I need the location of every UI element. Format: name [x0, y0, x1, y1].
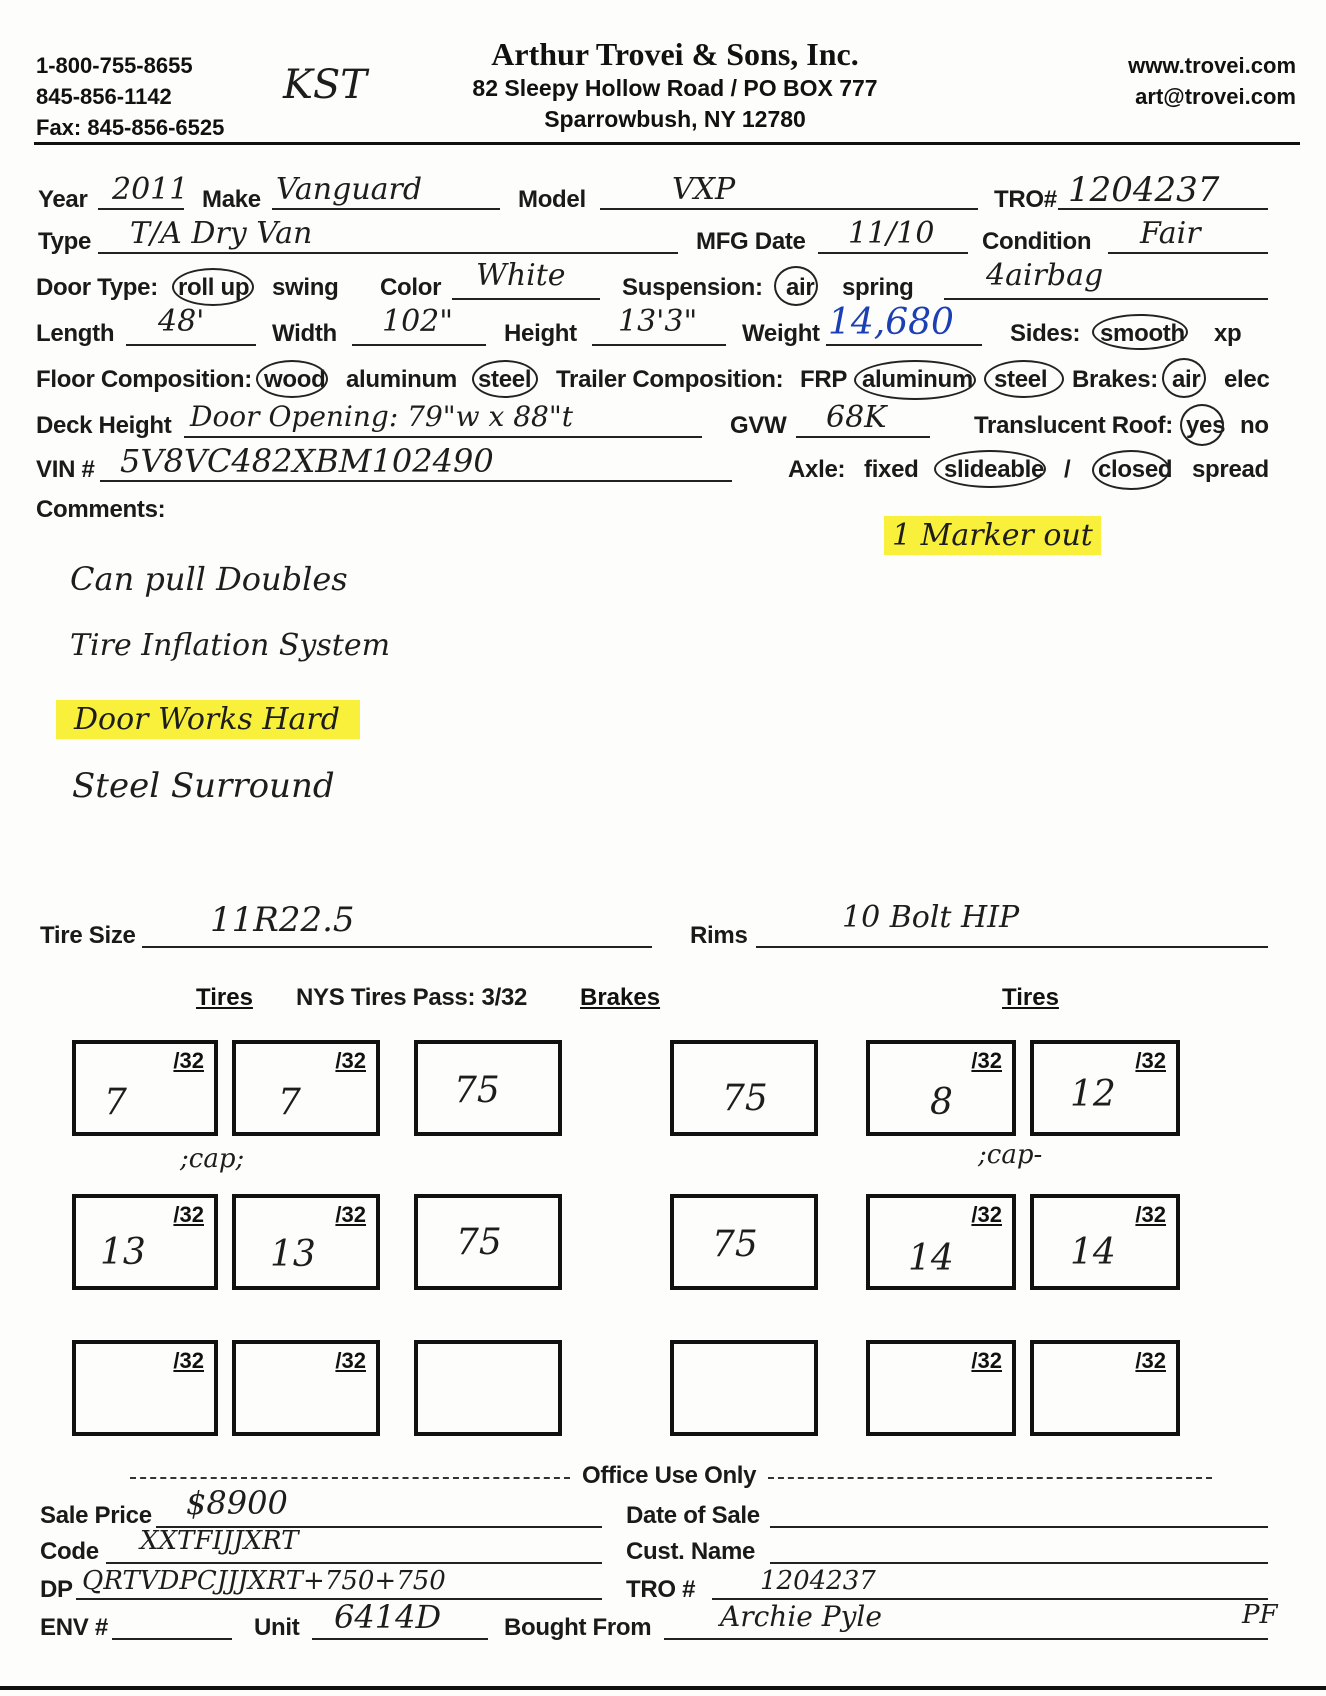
code-line — [106, 1562, 602, 1564]
sale-price-label: Sale Price — [40, 1502, 152, 1529]
fraction-label: /32 — [173, 1348, 204, 1373]
translucent-roof-label: Translucent Roof: — [974, 412, 1173, 439]
brake-box-r2-right[interactable] — [670, 1194, 818, 1290]
type-label: Type — [38, 228, 92, 255]
tire-depth: 7 — [104, 1082, 127, 1123]
gvw-field[interactable]: 68K — [826, 400, 887, 435]
sides-smooth-circle — [1092, 314, 1188, 350]
dp-field[interactable]: QRTVDPCJJJXRT+750+750 — [82, 1566, 446, 1596]
suspension-note-field[interactable]: 4airbag — [986, 258, 1104, 293]
model-line — [600, 208, 978, 210]
office-divider-right — [768, 1477, 1212, 1479]
condition-label: Condition — [982, 228, 1092, 255]
nys-tires-pass: NYS Tires Pass: 3/32 — [296, 984, 528, 1011]
env-label: ENV # — [40, 1614, 108, 1641]
axle-label: Axle: — [788, 456, 846, 483]
condition-line — [1108, 252, 1268, 254]
tire-size-line — [142, 946, 652, 948]
company-address — [420, 73, 930, 135]
tire-depth: 7 — [278, 1082, 301, 1123]
length-line — [126, 344, 256, 346]
brake-box-r1-left[interactable] — [414, 1040, 562, 1136]
make-field[interactable]: Vanguard — [276, 172, 423, 207]
axle-fixed-option[interactable]: fixed — [864, 456, 919, 483]
trailer-frp-option[interactable]: FRP — [800, 366, 848, 393]
floor-aluminum-option[interactable]: aluminum — [346, 366, 457, 393]
sale-price-field[interactable]: $8900 — [186, 1484, 288, 1522]
condition-field[interactable]: Fair — [1140, 216, 1201, 251]
fax: Fax: 845-856-6525 — [36, 115, 225, 140]
tire-depth: 13 — [100, 1232, 146, 1273]
code-label: Code — [40, 1538, 99, 1565]
tire-depth: 14 — [908, 1238, 954, 1279]
tires-heading-left: Tires — [196, 984, 253, 1011]
tire-box-r1-c6[interactable] — [1030, 1040, 1180, 1136]
comment-line-3: Door Works Hard — [56, 700, 360, 739]
tire-depth: 12 — [1070, 1074, 1116, 1115]
floor-wood-option[interactable]: wood — [264, 366, 326, 393]
office-divider-left — [130, 1477, 570, 1479]
length-label: Length — [36, 320, 115, 347]
tire-size-label: Tire Size — [40, 922, 136, 949]
comments-label: Comments: — [36, 496, 166, 523]
tro-office-field[interactable]: 1204237 — [760, 1566, 876, 1596]
floor-label: Floor Composition: — [36, 366, 252, 393]
tire-box-r2-c1[interactable] — [72, 1194, 218, 1290]
tire-size-field[interactable]: 11R22.5 — [210, 900, 355, 940]
fraction-label: /32 — [173, 1048, 204, 1073]
office-use-heading: Office Use Only — [582, 1462, 757, 1489]
comment-line-1: Can pull Doubles — [70, 560, 348, 598]
axle-slideable-circle — [934, 450, 1046, 488]
sides-xp-option[interactable]: xp — [1214, 320, 1242, 347]
phone-2: 845-856-1142 — [36, 84, 172, 109]
tire-box-r3-c1[interactable] — [72, 1340, 218, 1436]
fraction-label: /32 — [1135, 1348, 1166, 1373]
tro-office-label: TRO # — [626, 1576, 696, 1603]
handwritten-initials: KST — [283, 62, 367, 108]
roof-yes-option[interactable]: yes — [1186, 412, 1226, 439]
rims-label: Rims — [690, 922, 748, 949]
suspension-air-circle — [774, 266, 818, 306]
page-bottom-edge — [0, 1686, 1326, 1690]
unit-field[interactable]: 6414D — [334, 1598, 442, 1636]
bought-from-line — [664, 1638, 1268, 1640]
roof-yes-circle — [1180, 404, 1224, 446]
tire-box-r3-c2[interactable] — [232, 1340, 380, 1436]
env-line — [112, 1638, 232, 1640]
door-type-label: Door Type: — [36, 274, 158, 301]
tire-depth: 8 — [930, 1082, 953, 1123]
fraction-label: /32 — [173, 1202, 204, 1227]
tire-box-r3-c5[interactable] — [866, 1340, 1016, 1436]
make-label: Make — [202, 186, 261, 213]
header-contact — [36, 50, 224, 143]
tire-box-r2-c5[interactable] — [866, 1194, 1016, 1290]
door-swing-option[interactable]: swing — [272, 274, 339, 301]
width-line — [352, 344, 486, 346]
trailer-aluminum-option[interactable]: aluminum — [862, 366, 973, 393]
date-of-sale-line — [770, 1526, 1268, 1528]
mfg-date-label: MFG Date — [696, 228, 806, 255]
width-label: Width — [272, 320, 337, 347]
type-field[interactable]: T/A Dry Van — [130, 216, 313, 251]
deck-height-label: Deck Height — [36, 412, 172, 439]
axle-slideable-option[interactable]: slideable — [944, 456, 1045, 483]
unit-label: Unit — [254, 1614, 300, 1641]
website-link[interactable]: www.trovei.com — [1128, 53, 1296, 78]
axle-spread-option[interactable]: spread — [1192, 456, 1269, 483]
fraction-label: /32 — [1135, 1202, 1166, 1227]
date-of-sale-label: Date of Sale — [626, 1502, 760, 1529]
comment-line-2: Tire Inflation System — [70, 628, 391, 663]
sides-smooth-option[interactable]: smooth — [1100, 320, 1185, 347]
tires-heading-right: Tires — [1002, 984, 1059, 1011]
tire-depth: 13 — [270, 1234, 316, 1275]
trailer-steel-option[interactable]: steel — [994, 366, 1048, 393]
type-line — [98, 252, 678, 254]
address-line-1: 82 Sleepy Hollow Road / PO BOX 777 — [472, 75, 878, 101]
door-rollup-option[interactable]: roll up — [178, 274, 250, 301]
roof-no-option[interactable]: no — [1240, 412, 1269, 439]
tire-box-r1-c1[interactable] — [72, 1040, 218, 1136]
mfg-date-field[interactable]: 11/10 — [848, 216, 935, 251]
tire-depth: 14 — [1070, 1232, 1116, 1273]
model-field[interactable]: VXP — [672, 172, 736, 207]
rims-field[interactable]: 10 Bolt HIP — [842, 900, 1020, 935]
unit-line — [312, 1638, 488, 1640]
deck-height-field[interactable]: Door Opening: 79"w x 88"t — [190, 400, 574, 433]
brake-box-r2-left[interactable] — [414, 1194, 562, 1290]
year-field[interactable]: 2011 — [112, 172, 189, 207]
company-name: Arthur Trovei & Sons, Inc. — [491, 36, 859, 72]
sides-label: Sides: — [1010, 320, 1081, 347]
weight-label: Weight — [742, 320, 820, 347]
suspension-spring-option[interactable]: spring — [842, 274, 914, 301]
floor-steel-circle — [472, 360, 538, 398]
mfg-date-line — [818, 252, 968, 254]
brake-value: 75 — [456, 1222, 502, 1263]
address-line-2: Sparrowbush, NY 12780 — [544, 106, 806, 132]
email-link[interactable]: art@trovei.com — [1135, 84, 1296, 109]
brake-box-r3-right[interactable] — [670, 1340, 818, 1436]
handwritten-initials-pf: PF — [1242, 1600, 1278, 1630]
brakes-heading: Brakes — [580, 984, 661, 1011]
brakes-air-option[interactable]: air — [1172, 366, 1201, 393]
trailer-comp-label: Trailer Composition: — [556, 366, 784, 393]
marker-note: 1 Marker out — [884, 516, 1101, 555]
height-field[interactable]: 13'3" — [618, 304, 698, 339]
vin-line — [100, 480, 732, 482]
brake-box-r1-right[interactable] — [670, 1040, 818, 1136]
trailer-steel-circle — [984, 360, 1064, 398]
trailer-aluminum-circle — [854, 360, 976, 400]
door-rollup-circle — [172, 268, 254, 306]
model-label: Model — [518, 186, 586, 213]
suspension-air-option[interactable]: air — [786, 274, 815, 301]
height-label: Height — [504, 320, 577, 347]
cap-note-right: ;cap- — [978, 1140, 1043, 1170]
brake-box-r3-left[interactable] — [414, 1340, 562, 1436]
fraction-label: /32 — [335, 1048, 366, 1073]
header-divider — [34, 142, 1300, 145]
comment-line-4: Steel Surround — [72, 766, 335, 806]
year-label: Year — [38, 186, 88, 213]
code-field[interactable]: XXTFIJJXRT — [140, 1526, 299, 1556]
vin-field[interactable]: 5V8VC482XBM102490 — [120, 442, 494, 480]
cust-name-line — [770, 1562, 1268, 1564]
fraction-label: /32 — [335, 1202, 366, 1227]
fraction-label: /32 — [1135, 1048, 1166, 1073]
width-field[interactable]: 102" — [382, 304, 454, 339]
cust-name-label: Cust. Name — [626, 1538, 756, 1565]
fraction-label: /32 — [971, 1348, 1002, 1373]
tro-field[interactable]: 1204237 — [1068, 170, 1220, 210]
bought-from-field[interactable]: Archie Pyle — [720, 1600, 882, 1633]
cap-note-left: ;cap; — [180, 1144, 245, 1174]
weight-field[interactable]: 14,680 — [828, 302, 954, 343]
dp-label: DP — [40, 1576, 73, 1603]
suspension-label: Suspension: — [622, 274, 763, 301]
tire-box-r2-c2[interactable] — [232, 1194, 380, 1290]
vin-label: VIN # — [36, 456, 95, 483]
color-line — [452, 298, 600, 300]
length-field[interactable]: 48' — [158, 304, 205, 339]
tire-box-r1-c2[interactable] — [232, 1040, 380, 1136]
rims-line — [756, 946, 1268, 948]
tro-label: TRO# — [994, 186, 1057, 213]
color-field[interactable]: White — [476, 258, 566, 293]
tire-box-r1-c5[interactable] — [866, 1040, 1016, 1136]
deck-height-line — [184, 436, 702, 438]
suspension-line — [944, 298, 1268, 300]
brakes-elec-option[interactable]: elec — [1224, 366, 1270, 393]
gvw-label: GVW — [730, 412, 787, 439]
weight-line — [826, 344, 982, 346]
brakes-label: Brakes: — [1072, 366, 1158, 393]
phone-1: 1-800-755-8655 — [36, 53, 193, 78]
fraction-label: /32 — [335, 1348, 366, 1373]
floor-wood-circle — [256, 360, 328, 398]
brake-value: 75 — [712, 1224, 758, 1265]
brakes-air-circle — [1162, 358, 1206, 398]
make-line — [272, 208, 500, 210]
axle-closed-option[interactable]: closed — [1098, 456, 1173, 483]
axle-closed-circle — [1092, 450, 1173, 490]
tire-box-r3-c6[interactable] — [1030, 1340, 1180, 1436]
year-line — [98, 208, 184, 210]
color-label: Color — [380, 274, 442, 301]
brake-value: 75 — [454, 1070, 500, 1111]
gvw-line — [796, 436, 930, 438]
floor-steel-option[interactable]: steel — [478, 366, 532, 393]
tire-box-r2-c6[interactable] — [1030, 1194, 1180, 1290]
fraction-label: /32 — [971, 1202, 1002, 1227]
axle-separator: / — [1064, 456, 1071, 483]
fraction-label: /32 — [971, 1048, 1002, 1073]
bought-from-label: Bought From — [504, 1614, 652, 1641]
height-line — [592, 344, 726, 346]
header-web — [1000, 50, 1296, 112]
brake-value: 75 — [722, 1078, 768, 1119]
